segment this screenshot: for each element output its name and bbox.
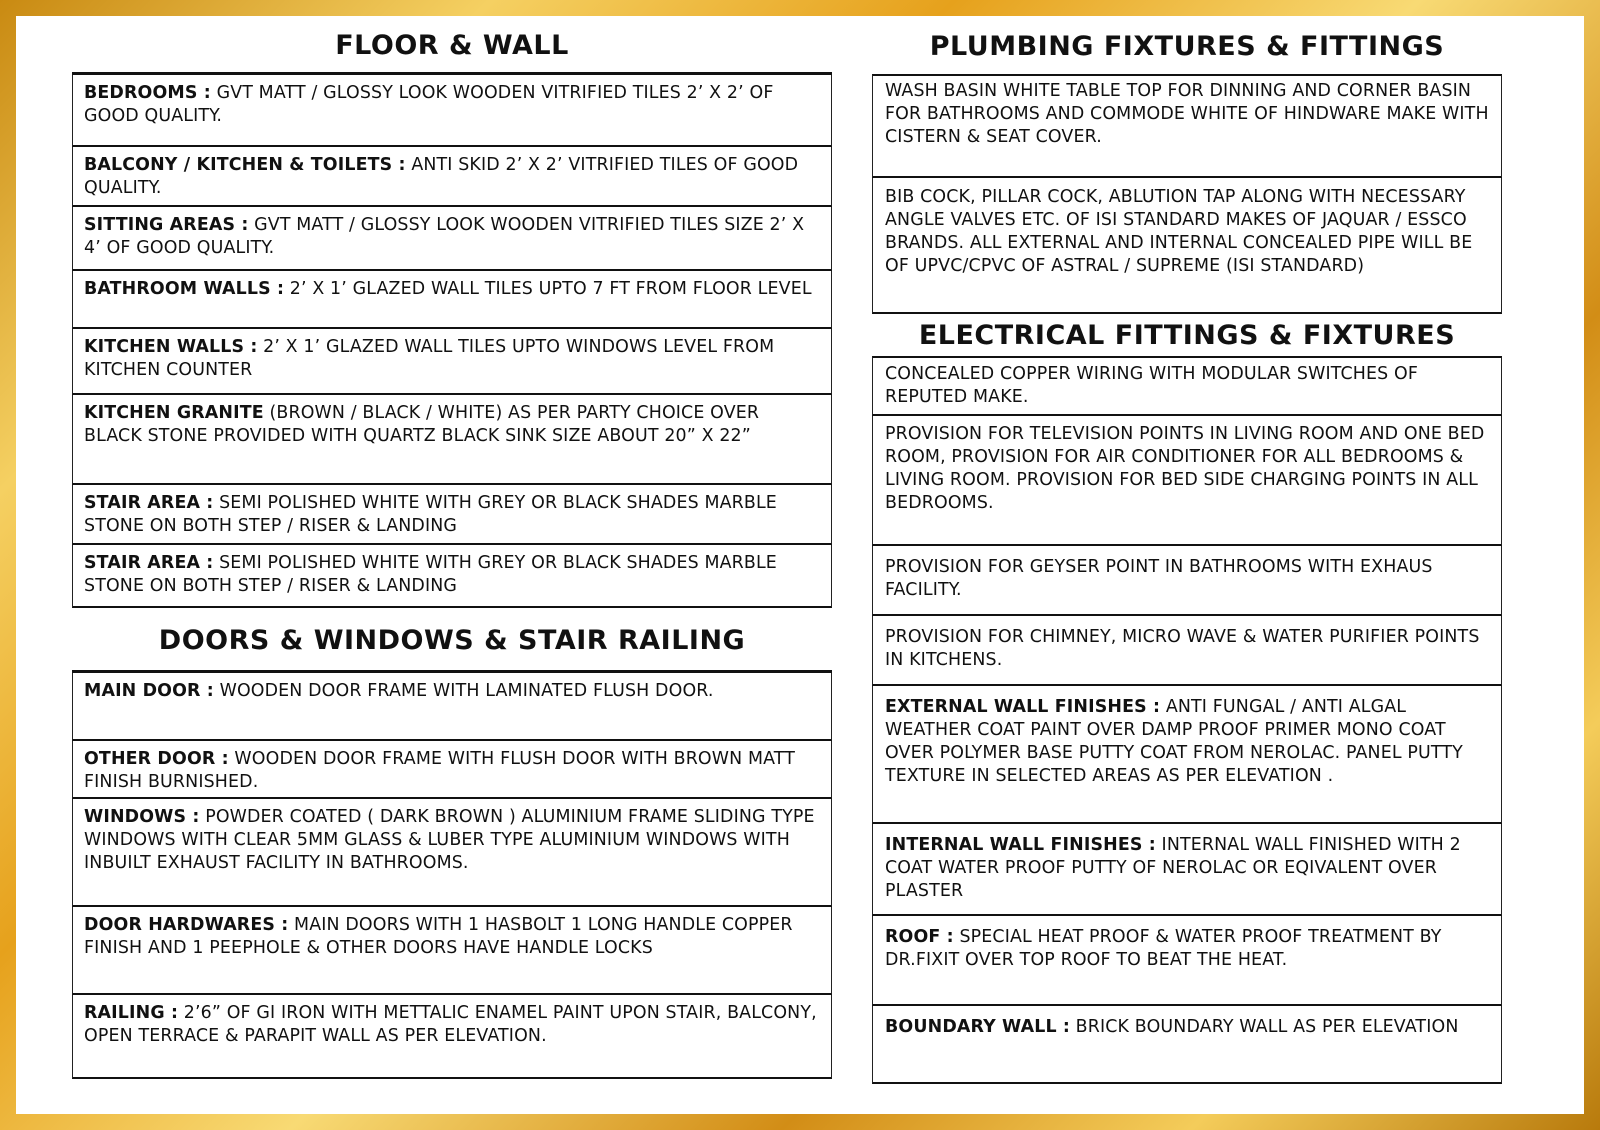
item-text: PROVISION FOR GEYSER POINT IN BATHROOMS WITH EXHAUS FACILITY. bbox=[885, 557, 1433, 600]
item-label: OTHER DOOR : bbox=[84, 749, 229, 769]
floor-wall-item bbox=[72, 271, 832, 329]
electrical-item bbox=[872, 686, 1502, 824]
spec-sheet bbox=[16, 16, 1584, 1114]
item-label: SITTING AREAS : bbox=[84, 215, 249, 235]
doors-windows-item bbox=[72, 995, 832, 1079]
item-text: WOODEN DOOR FRAME WITH LAMINATED FLUSH DOOR. bbox=[219, 681, 714, 701]
electrical-item bbox=[872, 616, 1502, 686]
item-label: BOUNDARY WALL : bbox=[885, 1017, 1070, 1037]
doors-windows-item bbox=[72, 799, 832, 907]
item-label: RAILING : bbox=[84, 1003, 179, 1023]
item-text: CONCEALED COPPER WIRING WITH MODULAR SWITCHES OF REPUTED MAKE. bbox=[885, 364, 1419, 407]
item-label: ROOF : bbox=[885, 927, 954, 947]
floor-wall-item bbox=[72, 485, 832, 545]
item-label: STAIR AREA : bbox=[84, 553, 214, 573]
item-text: GVT MATT / GLOSSY LOOK WOODEN VITRIFIED TILES 2’ X 2’ OF GOOD QUALITY. bbox=[84, 83, 774, 126]
item-label: EXTERNAL WALL FINISHES : bbox=[885, 697, 1161, 717]
electrical-item bbox=[872, 916, 1502, 1006]
item-label: MAIN DOOR : bbox=[84, 681, 214, 701]
floor-wall-item bbox=[72, 207, 832, 271]
item-label: BATHROOM WALLS : bbox=[84, 279, 285, 299]
floor-wall-item bbox=[72, 329, 832, 395]
item-text: 2’6” OF GI IRON WITH METTALIC ENAMEL PAINT UPON STAIR, BALCONY, OPEN TERRACE & PARAPIT WALL AS PER ELEVATION. bbox=[84, 1003, 817, 1046]
doors-windows-item bbox=[72, 907, 832, 995]
floor-wall-heading: FLOOR & WALL bbox=[335, 30, 569, 61]
item-label: KITCHEN WALLS : bbox=[84, 337, 258, 357]
item-text: ANTI SKID 2’ X 2’ VITRIFIED TILES OF GOOD QUALITY. bbox=[84, 155, 799, 198]
item-label: WINDOWS : bbox=[84, 807, 200, 827]
item-text: BIB COCK, PILLAR COCK, ABLUTION TAP ALONG WITH NECESSARY ANGLE VALVES ETC. OF ISI STANDARD MAKES OF JAQUAR / ESSCO BRANDS. ALL EXTERNAL AND INTERNAL CONCEALED PIPE WILL BE OF UPVC/CPVC OF ASTRAL / SUPREME (ISI STANDARD) bbox=[885, 187, 1473, 276]
item-text: SEMI POLISHED WHITE WITH GREY OR BLACK SHADES MARBLE STONE ON BOTH STEP / RISER & LANDING bbox=[84, 553, 777, 596]
electrical-item bbox=[872, 1006, 1502, 1084]
electrical-item bbox=[872, 824, 1502, 916]
item-text: WOODEN DOOR FRAME WITH FLUSH DOOR WITH BROWN MATT FINISH BURNISHED. bbox=[84, 749, 796, 792]
doors-windows-item bbox=[72, 673, 832, 741]
item-label: BALCONY / KITCHEN & TOILETS : bbox=[84, 155, 406, 175]
item-label: BEDROOMS : bbox=[84, 83, 211, 103]
item-text: PROVISION FOR TELEVISION POINTS IN LIVING ROOM AND ONE BED ROOM, PROVISION FOR AIR CONDITIONER FOR ALL BEDROOMS & LIVING ROOM. PROVISION FOR BED SIDE CHARGING POINTS IN ALL BEDROOMS. bbox=[885, 424, 1485, 513]
right-column bbox=[872, 16, 1502, 1084]
doors-windows-item bbox=[72, 741, 832, 799]
item-text: POWDER COATED ( DARK BROWN ) ALUMINIUM FRAME SLIDING TYPE WINDOWS WITH CLEAR 5MM GLASS & LUBER TYPE ALUMINIUM WINDOWS WITH INBUILT EXHAUST FACILITY IN BATHROOMS. bbox=[84, 807, 815, 873]
item-text: INTERNAL WALL FINISHED WITH 2 COAT WATER PROOF PUTTY OF NEROLAC OR EQIVALENT OVER PLASTER bbox=[885, 835, 1461, 901]
item-label: STAIR AREA : bbox=[84, 493, 214, 513]
electrical-item bbox=[872, 416, 1502, 546]
plumbing-heading: PLUMBING FIXTURES & FITTINGS bbox=[929, 31, 1445, 62]
item-label: KITCHEN GRANITE bbox=[84, 403, 264, 423]
left-column bbox=[72, 16, 832, 1079]
plumbing-item bbox=[872, 74, 1502, 178]
electrical-item bbox=[872, 546, 1502, 616]
item-text: SPECIAL HEAT PROOF & WATER PROOF TREATMENT BY DR.FIXIT OVER TOP ROOF TO BEAT THE HEAT. bbox=[885, 927, 1442, 970]
item-text: WASH BASIN WHITE TABLE TOP FOR DINNING AND CORNER BASIN FOR BATHROOMS AND COMMODE WHITE OF HINDWARE MAKE WITH CISTERN & SEAT COVER. bbox=[885, 81, 1489, 147]
electrical-heading: ELECTRICAL FITTINGS & FIXTURES bbox=[918, 320, 1456, 351]
item-text: 2’ X 1’ GLAZED WALL TILES UPTO 7 FT FROM FLOOR LEVEL bbox=[289, 279, 812, 299]
electrical-item bbox=[872, 356, 1502, 416]
item-text: SEMI POLISHED WHITE WITH GREY OR BLACK SHADES MARBLE STONE ON BOTH STEP / RISER & LANDING bbox=[84, 493, 777, 536]
item-text: BRICK BOUNDARY WALL AS PER ELEVATION bbox=[1075, 1017, 1459, 1037]
doors-windows-heading: DOORS & WINDOWS & STAIR RAILING bbox=[158, 625, 746, 656]
item-text: MAIN DOORS WITH 1 HASBOLT 1 LONG HANDLE COPPER FINISH AND 1 PEEPHOLE & OTHER DOORS HAVE HANDLE LOCKS bbox=[84, 915, 793, 958]
item-label: DOOR HARDWARES : bbox=[84, 915, 289, 935]
item-label: INTERNAL WALL FINISHES : bbox=[885, 835, 1156, 855]
item-text: GVT MATT / GLOSSY LOOK WOODEN VITRIFIED TILES SIZE 2’ X 4’ OF GOOD QUALITY. bbox=[84, 215, 805, 258]
floor-wall-item bbox=[72, 545, 832, 608]
plumbing-item bbox=[872, 178, 1502, 314]
item-text: 2’ X 1’ GLAZED WALL TILES UPTO WINDOWS LEVEL FROM KITCHEN COUNTER bbox=[84, 337, 775, 380]
item-text: ANTI FUNGAL / ANTI ALGAL WEATHER COAT PAINT OVER DAMP PROOF PRIMER MONO COAT OVER POLYMER BASE PUTTY COAT FROM NEROLAC. PANEL PUTTY TEXTURE IN SELECTED AREAS AS PER ELEVATION . bbox=[885, 697, 1463, 786]
item-text: (BROWN / BLACK / WHITE) AS PER PARTY CHOICE OVER BLACK STONE PROVIDED WITH QUARTZ BLACK SINK SIZE ABOUT 20” X 22” bbox=[84, 403, 760, 446]
item-text: PROVISION FOR CHIMNEY, MICRO WAVE & WATER PURIFIER POINTS IN KITCHENS. bbox=[885, 627, 1480, 670]
floor-wall-item bbox=[72, 147, 832, 207]
floor-wall-item bbox=[72, 395, 832, 485]
floor-wall-item bbox=[72, 75, 832, 147]
